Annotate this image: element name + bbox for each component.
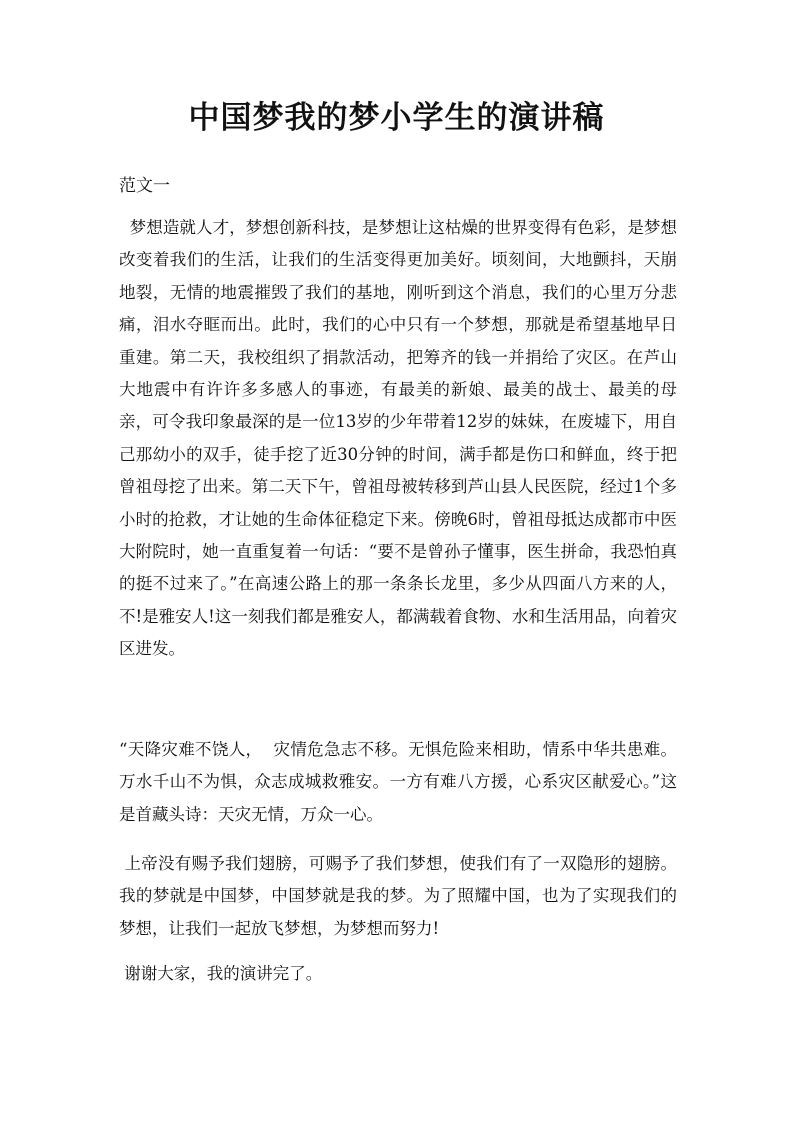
section-label: 范文一 [119,176,170,196]
paragraph-3: 上帝没有赐予我们翅膀，可赐予了我们梦想，使我们有了一双隐形的翅膀。我的梦就是中国梦，中国梦就是我的梦。为了照耀中国，也为了实现我们的梦想，让我们一起放飞梦想，为梦想而努力! [119,854,677,938]
page-title: 中国梦我的梦小学生的演讲稿 [188,100,605,136]
paragraph-4: 谢谢大家，我的演讲完了。 [119,964,323,983]
paragraph-2: “天降灾难不饶人， 灾情危急志不移。无惧危险来相助，情系中华共患难。万水千山不为惧，众志成城救雅安。一方有难八方援，心系灾区献爱心。”这是首藏头诗：天灾无情，万众一心。 [119,740,677,824]
paragraph-1: 梦想造就人才，梦想创新科技，是梦想让这枯燥的世界变得有色彩，是梦想改变着我们的生活，让我们的生活变得更加美好。顷刻间，大地颤抖，天崩地裂，无情的地震摧毁了我们的基地，刚听到这个消息，我们的心里万分悲痛，泪水夺眶而出。此时，我们的心中只有一个梦想，那就是希望基地早日重建。第二天，我校组织了捐款活动，把筹齐的钱一并捐给了灾区。在芦山大地震中有许许多多感人的事迹，有最美的新娘、最美的战士、最美的母亲，可令我印象最深的是一位13岁的少年带着12岁的妹妹，在废墟下，用自己那幼小的双手，徒手挖了近30分钟的时间，满手都是伤口和鲜血，终于把曾祖母挖了出来。第二天下午，曾祖母被转移到芦山县人民医院，经过1个多小时的抢救，才让她的生命体征稳定下来。傍晚6时，曾祖母抵达成都市中医大附院时，她一直重复着一句话：“要不是曾孙子懂事，医生拼命，我恐怕真的挺不过来了。”在高速公路上的那一条条长龙里，多少从四面八方来的人，不!是雅安人!这一刻我们都是雅安人，都满载着食物、水和生活用品，向着灾区进发。 [119,218,677,659]
